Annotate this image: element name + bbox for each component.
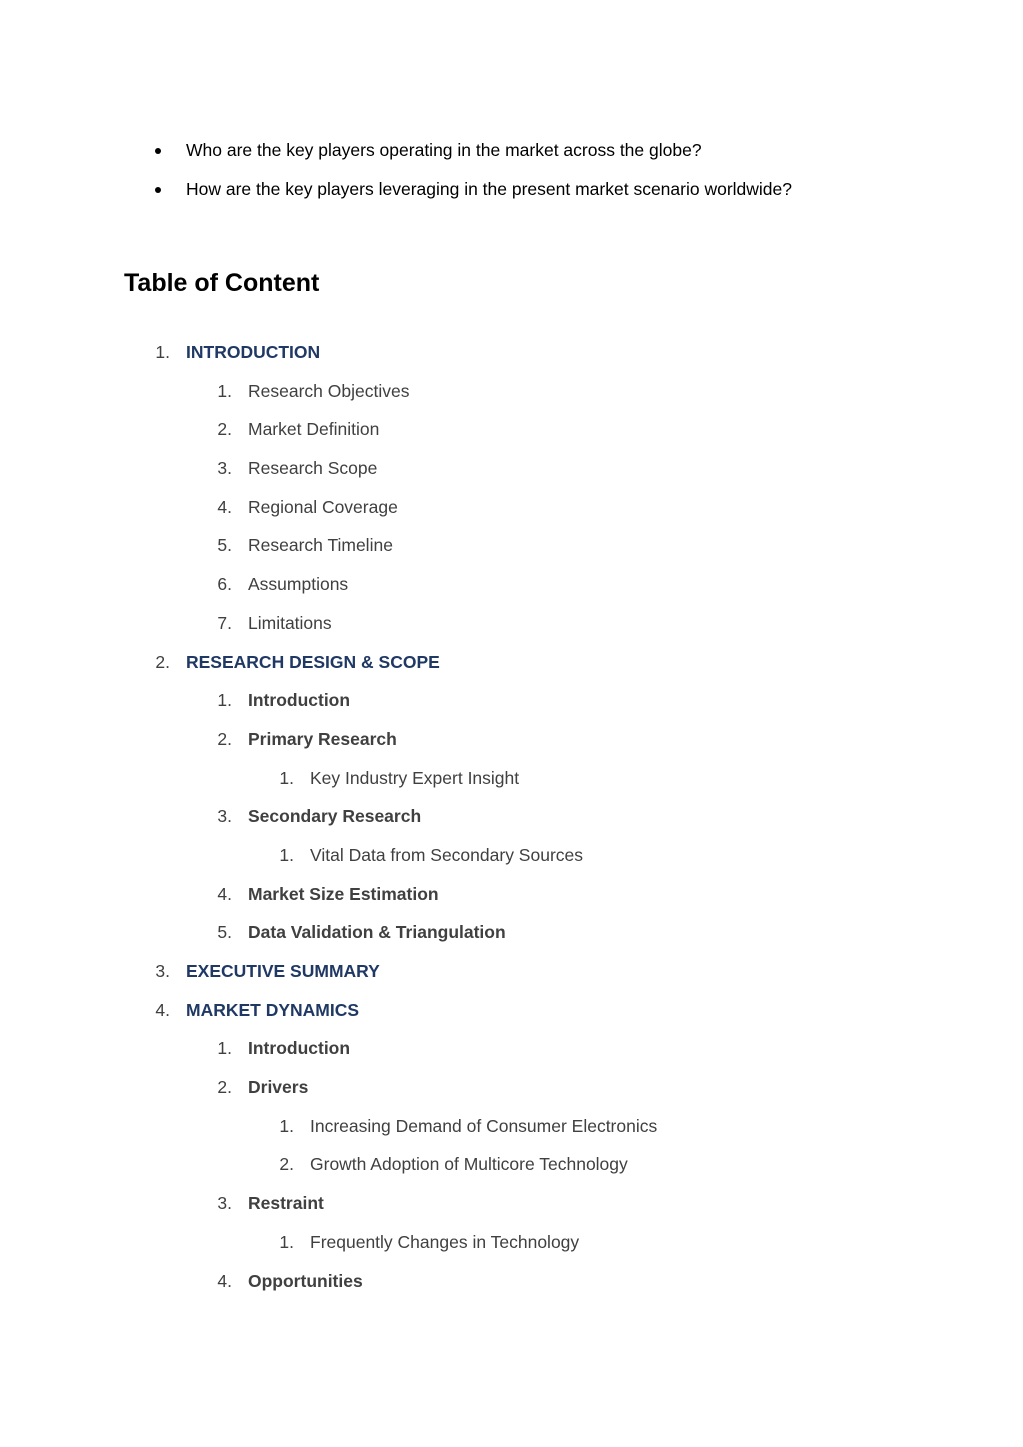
toc-label: Research Scope — [248, 458, 378, 479]
key-questions-list — [0, 136, 1023, 214]
toc-label: INTRODUCTION — [186, 342, 321, 362]
toc-number: 4. — [217, 883, 232, 904]
toc-label: Introduction — [248, 690, 351, 711]
toc-item — [0, 454, 1023, 493]
toc-label: Increasing Demand of Consumer Electronics — [310, 1115, 658, 1136]
bullet-icon — [155, 187, 161, 193]
toc-item — [0, 531, 1023, 570]
toc-number: 2. — [217, 419, 232, 440]
toc-number: 1. — [217, 380, 232, 401]
toc-subitem — [0, 841, 1023, 880]
toc-label: Drivers — [248, 1077, 309, 1098]
list-item — [0, 136, 1023, 175]
toc-item — [0, 493, 1023, 532]
toc-number: 3. — [217, 806, 232, 827]
toc-subitem — [0, 1228, 1023, 1267]
toc-number: 3. — [217, 458, 232, 479]
toc-item — [0, 1189, 1023, 1228]
toc-item — [0, 609, 1023, 648]
toc-label: Key Industry Expert Insight — [310, 767, 520, 788]
toc-number: 5. — [217, 535, 232, 556]
toc-number: 2. — [279, 1154, 294, 1175]
toc-label: Secondary Research — [248, 806, 422, 827]
toc-number: 1. — [279, 844, 294, 865]
toc-subitem — [0, 1112, 1023, 1151]
toc-label: Limitations — [248, 612, 332, 633]
toc-item — [0, 918, 1023, 957]
toc-subitem — [0, 1150, 1023, 1189]
toc-label: Primary Research — [248, 728, 397, 749]
toc-label: RESEARCH DESIGN & SCOPE — [186, 651, 440, 672]
toc-item — [0, 880, 1023, 919]
toc-number: 6. — [217, 574, 232, 595]
toc-section-executive-summary — [0, 957, 1023, 996]
toc-label: Assumptions — [248, 574, 349, 595]
bullet-text: Who are the key players operating in the market across the globe? — [186, 140, 702, 160]
toc-label: Opportunities — [248, 1270, 363, 1291]
toc-number: 2. — [217, 728, 232, 749]
toc-item — [0, 570, 1023, 609]
toc-item — [0, 1267, 1023, 1306]
toc-label: Growth Adoption of Multicore Technology — [310, 1154, 628, 1175]
toc-section-market-dynamics — [0, 996, 1023, 1035]
toc-number: 1. — [155, 342, 170, 362]
toc-item — [0, 725, 1023, 764]
toc-number: 3. — [217, 1193, 232, 1214]
bullet-icon — [155, 148, 161, 154]
toc-item — [0, 686, 1023, 725]
toc-heading: Table of Content — [124, 269, 320, 297]
toc-number: 4. — [217, 1270, 232, 1291]
toc-item — [0, 377, 1023, 416]
toc-section-introduction — [0, 338, 1023, 377]
toc-subitem — [0, 764, 1023, 803]
toc-label: Research Timeline — [248, 535, 393, 556]
toc-number: 1. — [279, 1115, 294, 1136]
toc-label: Frequently Changes in Technology — [310, 1231, 580, 1252]
bullet-text: How are the key players leveraging in the present market scenario worldwide? — [186, 179, 792, 199]
toc-item — [0, 1034, 1023, 1073]
toc-number: 5. — [217, 922, 232, 943]
toc-label: Market Size Estimation — [248, 883, 439, 904]
toc-number: 4. — [217, 496, 232, 517]
toc-label: Market Definition — [248, 419, 380, 440]
toc-number: 2. — [155, 651, 170, 672]
table-of-contents — [0, 338, 1023, 1305]
toc-number: 1. — [279, 767, 294, 788]
toc-label: MARKET DYNAMICS — [186, 999, 360, 1020]
toc-label: Research Objectives — [248, 380, 410, 401]
list-item — [0, 175, 1023, 214]
toc-section-research-design — [0, 648, 1023, 687]
toc-label: Introduction — [248, 1038, 351, 1059]
toc-item — [0, 1073, 1023, 1112]
toc-number: 1. — [217, 690, 232, 711]
toc-number: 1. — [279, 1231, 294, 1252]
toc-label: Regional Coverage — [248, 496, 398, 517]
toc-item — [0, 802, 1023, 841]
toc-number: 3. — [155, 961, 170, 981]
toc-label: Vital Data from Secondary Sources — [310, 844, 584, 865]
toc-label: Data Validation & Triangulation — [248, 922, 506, 943]
toc-item — [0, 415, 1023, 454]
toc-number: 7. — [217, 612, 232, 633]
toc-label: EXECUTIVE SUMMARY — [186, 961, 380, 981]
toc-number: 1. — [217, 1038, 232, 1059]
toc-label: Restraint — [248, 1193, 324, 1214]
toc-number: 2. — [217, 1077, 232, 1098]
toc-number: 4. — [155, 999, 170, 1020]
